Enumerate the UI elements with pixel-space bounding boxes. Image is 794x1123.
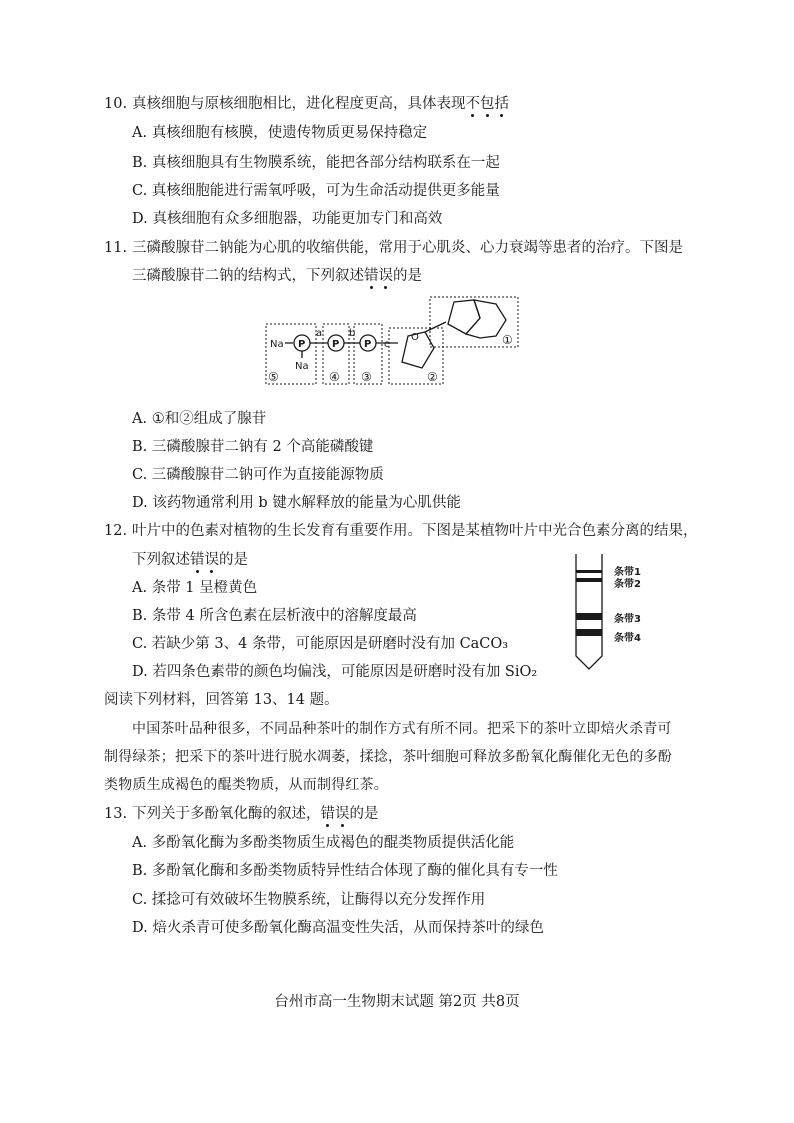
sodium-label-bottom: Na: [295, 361, 309, 372]
box-2-label: ②: [427, 370, 438, 384]
q12-number: 12.: [104, 523, 128, 539]
q10-option-c: C. 真核细胞能进行需氧呼吸，可为生命活动提供更多能量: [132, 183, 500, 199]
band-2-label: 条带2: [614, 579, 641, 590]
box-1-label: ①: [502, 333, 513, 347]
band-2: [576, 578, 602, 582]
page-footer: 台州市高一生物期末试题 第2页 共8页: [274, 994, 520, 1010]
emphasis-char: 误: [378, 268, 393, 284]
bond-b-label: b: [349, 328, 356, 339]
emphasis-char: 误: [204, 552, 219, 568]
q13-stem: [132, 804, 379, 824]
q12-option-b: B. 条带 4 所含色素在层析液中的溶解度最高: [132, 608, 417, 624]
atp-structure-diagram: [262, 292, 524, 390]
q12-stem-emphasis: [190, 552, 219, 568]
q13-stem-text: 下列关于多酚氧化酶的叙述，: [132, 806, 321, 822]
q11-stem-line2: [132, 266, 422, 286]
band-3-label: 条带3: [614, 614, 641, 625]
q12-stem-text: 下列叙述: [132, 552, 190, 568]
phosphate-5-label: P: [298, 339, 306, 350]
emphasis-char: 错: [190, 552, 205, 568]
q13-option-d: D. 焙火杀青可使多酚氧化酶高温变性失活，从而保持茶叶的绿色: [132, 920, 544, 936]
q13-number: 13.: [104, 806, 128, 822]
q12-option-a: A. 条带 1 呈橙黄色: [132, 580, 258, 596]
emphasis-char: 括: [494, 96, 509, 112]
sodium-label-left: Na: [270, 339, 284, 350]
q13-stem-emphasis: [321, 806, 350, 822]
q12-stem-line2: [132, 550, 248, 570]
q10-number: 10.: [104, 96, 128, 112]
q11-option-c: C. 三磷酸腺苷二钠可作为直接能源物质: [132, 467, 384, 483]
q11-number: 11.: [104, 240, 128, 256]
passage-line-1: 中国茶叶品种很多，不同品种茶叶的制作方式有所不同。把采下的茶叶立即焙火杀青可: [132, 721, 672, 737]
q12-stem-tail: 的是: [219, 552, 248, 568]
q11-option-b: B. 三磷酸腺苷二钠有 2 个高能磷酸键: [132, 439, 374, 455]
ring-oxygen-label: O: [411, 332, 419, 343]
q12-option-c: C. 若缺少第 3、4 条带，可能原因是研磨时没有加 CaCO₃: [132, 636, 509, 652]
phosphate-4-label: P: [332, 339, 340, 350]
band-4-label: 条带4: [614, 633, 641, 644]
emphasis-char: 误: [335, 806, 350, 822]
q11-stem-line1: 三磷酸腺苷二钠能为心肌的收缩供能，常用于心肌炎、心力衰竭等患者的治疗。下图是: [132, 240, 683, 256]
q13-stem-tail: 的是: [349, 806, 379, 822]
q13-option-b: B. 多酚氧化酶和多酚类物质特异性结合体现了酶的催化具有专一性: [132, 863, 558, 879]
q10-option-b: B. 真核细胞具有生物膜系统，能把各部分结构联系在一起: [132, 155, 500, 171]
band-1: [576, 570, 602, 573]
box-4-label: ④: [329, 370, 340, 384]
q10-stem: [132, 94, 509, 114]
q11-stem-emphasis: [364, 268, 393, 284]
bond-a-label: a: [316, 328, 323, 339]
band-3: [576, 613, 602, 620]
q13-option-c: C. 揉捻可有效破坏生物膜系统，让酶得以充分发挥作用: [132, 892, 486, 908]
q13-option-a: A. 多酚氧化酶为多酚类物质生成褐色的醌类物质提供活化能: [132, 835, 515, 851]
q10-stem-emphasis: [466, 96, 510, 112]
box-5-label: ⑤: [268, 370, 279, 384]
box-3-label: ③: [361, 370, 372, 384]
bond-c-label: c: [384, 339, 390, 350]
phosphate-3-label: P: [364, 339, 372, 350]
q10-option-a: A. 真核细胞有核膜，使遗传物质更易保持稳定: [132, 125, 428, 141]
adenine-ring-right: [466, 300, 506, 338]
emphasis-char: 错: [320, 806, 335, 822]
band-4: [576, 629, 602, 636]
emphasis-char: 错: [364, 268, 379, 284]
q11-option-a: A. ①和②组成了腺苷: [132, 411, 267, 427]
chromatography-strip-diagram: [570, 552, 680, 674]
q10-option-d: D. 真核细胞有众多细胞器，功能更加专门和高效: [132, 211, 443, 227]
q11-stem-tail: 的是: [393, 268, 422, 284]
passage-line-2: 制得绿茶；把采下的茶叶进行脱水凋萎，揉捻，茶叶细胞可释放多酚氧化酶催化无色的多酚: [104, 749, 672, 765]
q10-stem-text: 真核细胞与原核细胞相比，进化程度更高，具体表现: [132, 96, 466, 112]
passage-line-3: 类物质生成褐色的醌类物质，从而制得红茶。: [104, 777, 388, 793]
q11-stem-text: 三磷酸腺苷二钠的结构式，下列叙述: [132, 268, 364, 284]
reading-intro: 阅读下列材料，回答第 13、14 题。: [104, 692, 339, 708]
q11-option-d: D. 该药物通常利用 b 键水解释放的能量为心肌供能: [132, 495, 461, 511]
q12-option-d: D. 若四条色素带的颜色均偏浅，可能原因是研磨时没有加 SiO₂: [132, 664, 538, 680]
q12-stem-line1: 叶片中的色素对植物的生长发育有重要作用。下图是某植物叶片中光合色素分离的结果，: [132, 523, 698, 539]
band-1-label: 条带1: [614, 567, 641, 578]
emphasis-char: 包: [480, 96, 495, 112]
emphasis-char: 不: [465, 96, 480, 112]
